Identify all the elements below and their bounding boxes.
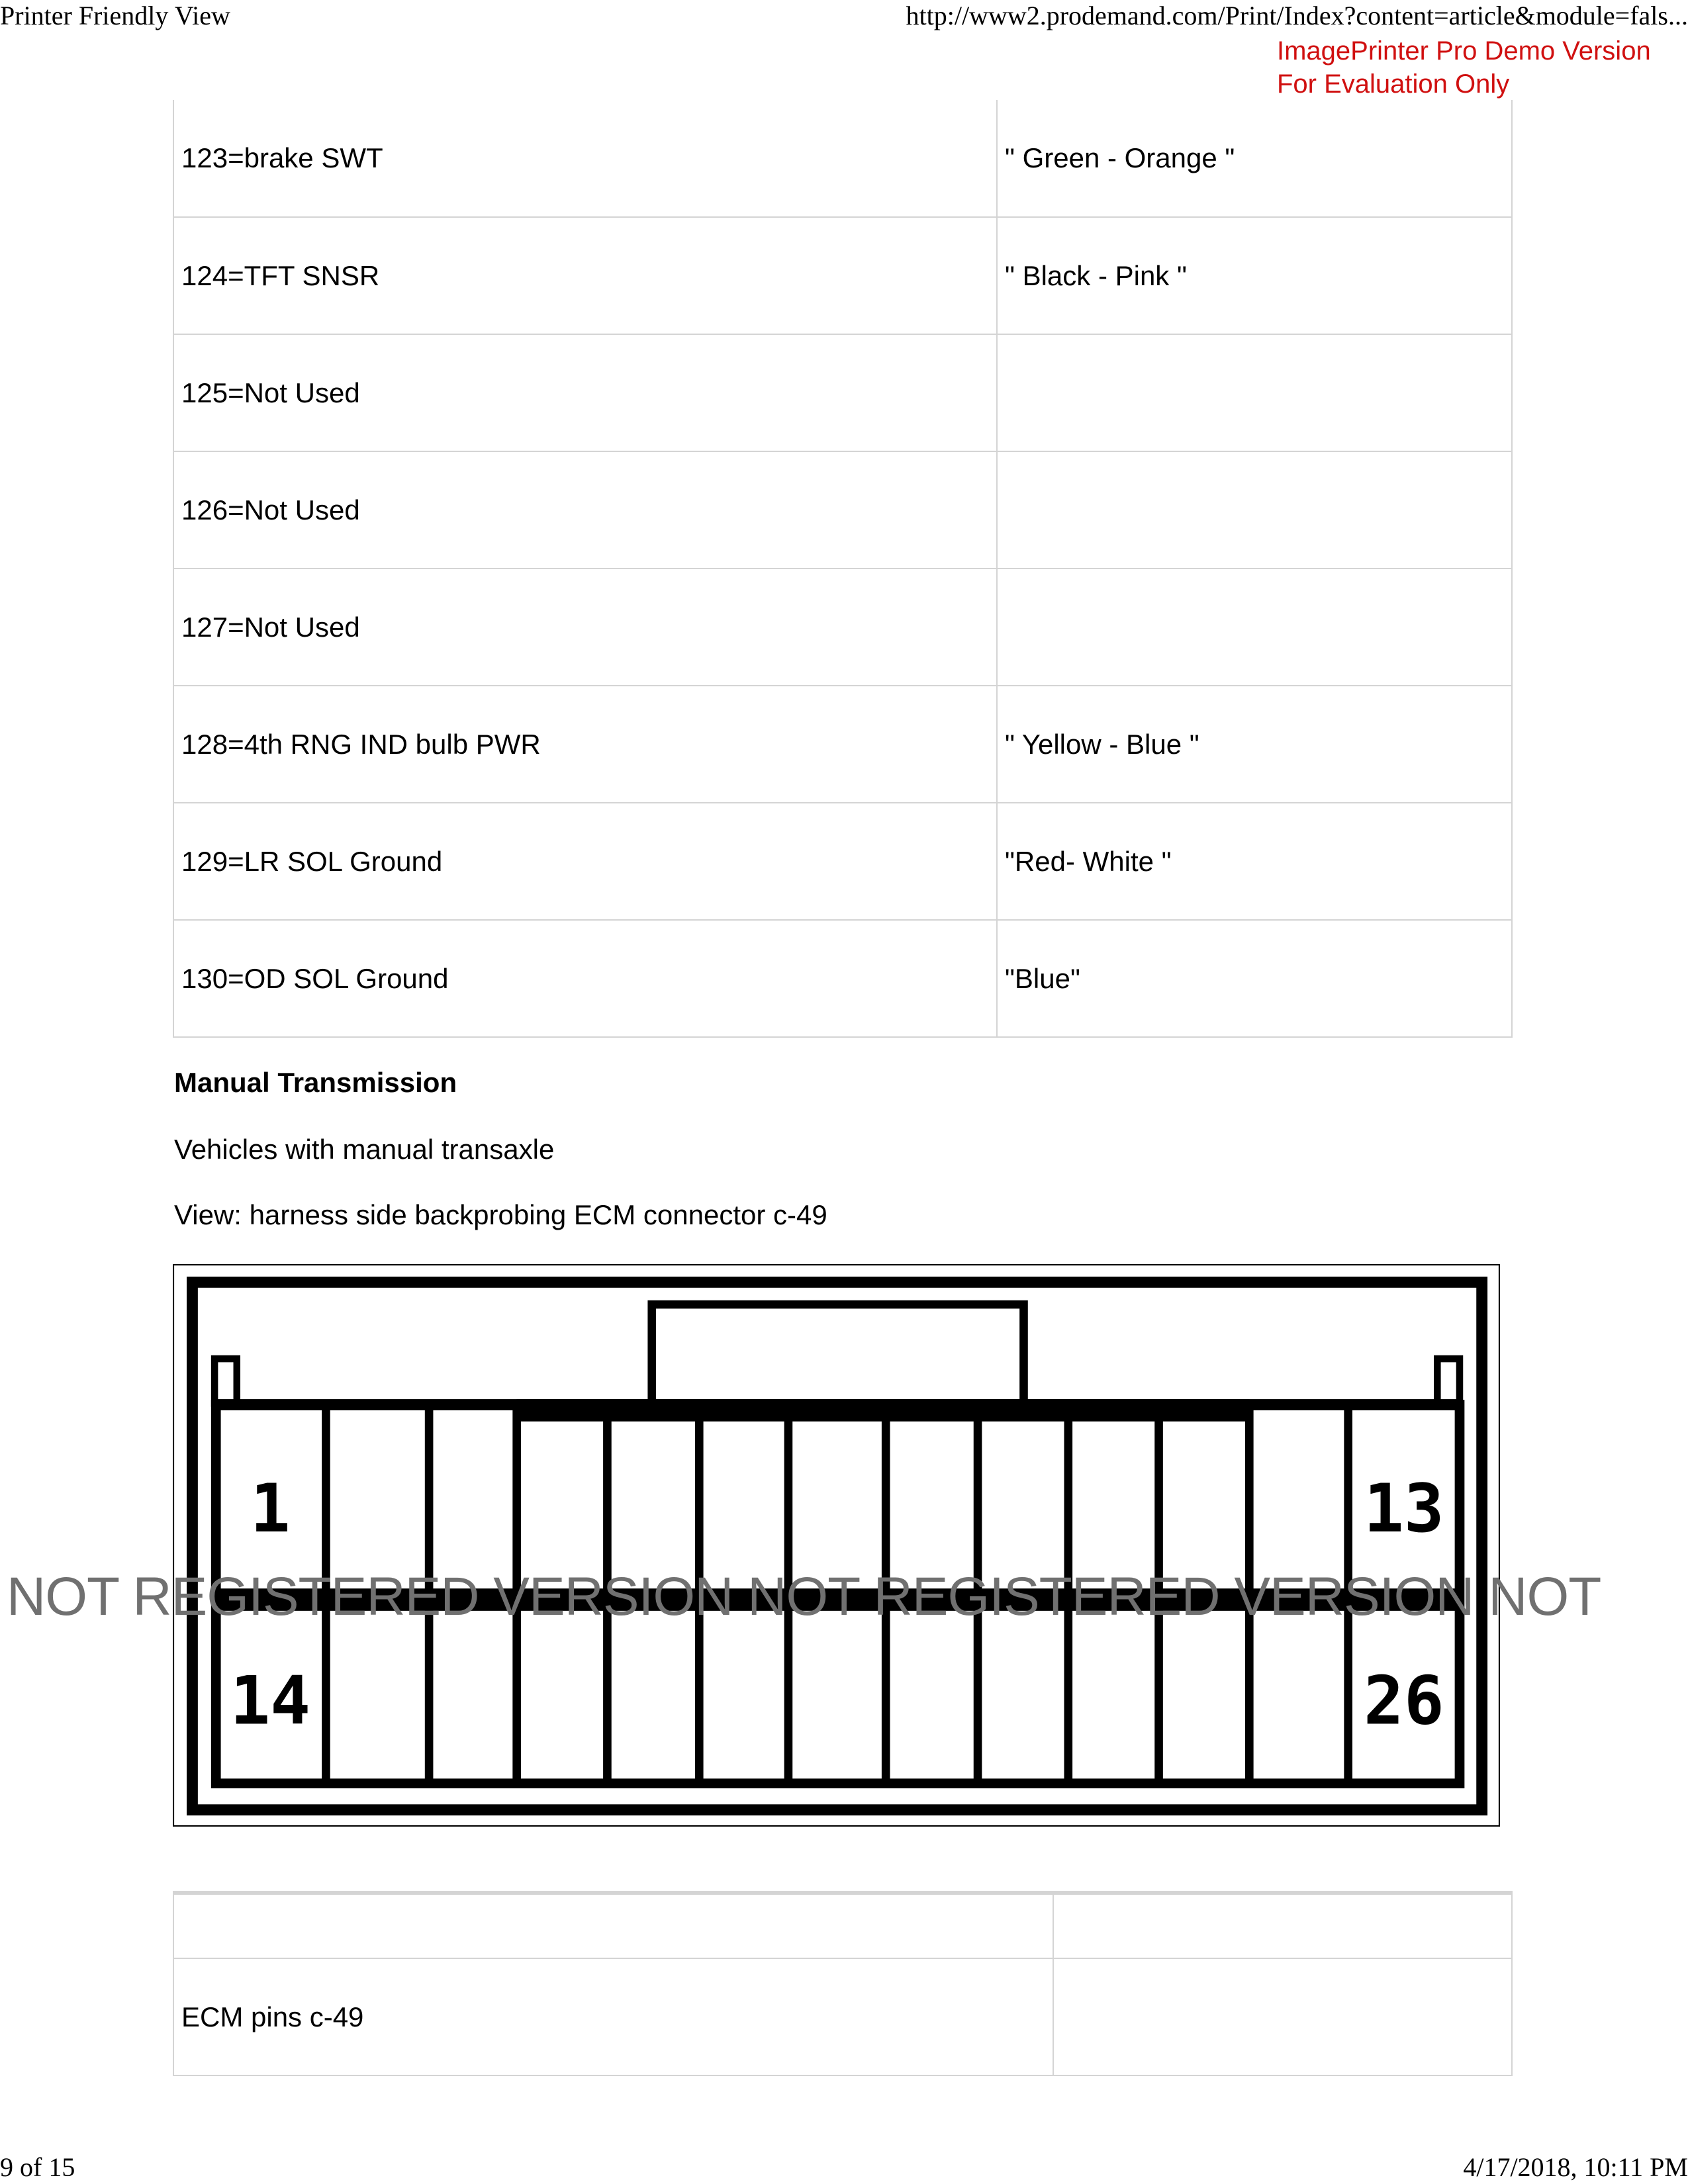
wire-color-cell: "Blue" <box>997 920 1512 1037</box>
pin-cell: 123=brake SWT <box>173 100 997 217</box>
table-row <box>173 569 1512 686</box>
pin-cell: 129=LR SOL Ground <box>173 803 997 920</box>
connector-diagram <box>173 1264 1500 1827</box>
wire-color-cell: " Yellow - Blue " <box>997 686 1512 803</box>
demo-notice-line2: For Evaluation Only <box>1277 69 1510 99</box>
page-number: 9 of 15 <box>0 2152 75 2182</box>
pin-label-1: 1 <box>250 1469 291 1547</box>
demo-notice-line1: ImagePrinter Pro Demo Version <box>1277 36 1651 66</box>
ecm-pins-table <box>173 1891 1513 2076</box>
pin-cell: 130=OD SOL Ground <box>173 920 997 1037</box>
pin-cell: 127=Not Used <box>173 569 997 686</box>
table-row <box>173 1893 1512 1958</box>
page-url: http://www2.prodemand.com/Print/Index?content=article&module=fals... <box>906 1 1688 30</box>
section-heading: Manual Transmission <box>174 1067 457 1098</box>
wire-color-cell: " Green - Orange " <box>997 100 1512 217</box>
wire-color-cell <box>997 451 1512 569</box>
pin-cell: 128=4th RNG IND bulb PWR <box>173 686 997 803</box>
pin-table <box>173 100 1513 1038</box>
pin-label-13: 13 <box>1364 1469 1444 1547</box>
table-row <box>173 334 1512 451</box>
wire-color-cell: "Red- White " <box>997 803 1512 920</box>
table-row <box>173 803 1512 920</box>
wire-color-cell <box>997 569 1512 686</box>
wire-color-cell <box>997 334 1512 451</box>
table-cell <box>1053 1958 1512 2075</box>
table-cell <box>173 1893 1053 1958</box>
table-row <box>173 686 1512 803</box>
pin-cell: 125=Not Used <box>173 334 997 451</box>
table-row <box>173 217 1512 334</box>
pin-cell: 124=TFT SNSR <box>173 217 997 334</box>
table-row <box>173 100 1512 217</box>
print-datetime: 4/17/2018, 10:11 PM <box>1463 2152 1688 2182</box>
wire-color-cell: " Black - Pink " <box>997 217 1512 334</box>
view-description: View: harness side backprobing ECM connector c-49 <box>174 1199 827 1230</box>
pin-cell: 126=Not Used <box>173 451 997 569</box>
table-row <box>173 451 1512 569</box>
table-row <box>173 1958 1512 2075</box>
table-cell <box>1053 1893 1512 1958</box>
pin-label-14: 14 <box>230 1661 311 1740</box>
watermark: NOT REGISTERED VERSION NOT REGISTERED VERSION NOT <box>7 1567 1601 1627</box>
table-cell: ECM pins c-49 <box>173 1958 1053 2075</box>
page-title: Printer Friendly View <box>0 1 230 30</box>
pin-label-26: 26 <box>1364 1661 1444 1740</box>
table-row <box>173 920 1512 1037</box>
section-paragraph: Vehicles with manual transaxle <box>174 1134 555 1165</box>
